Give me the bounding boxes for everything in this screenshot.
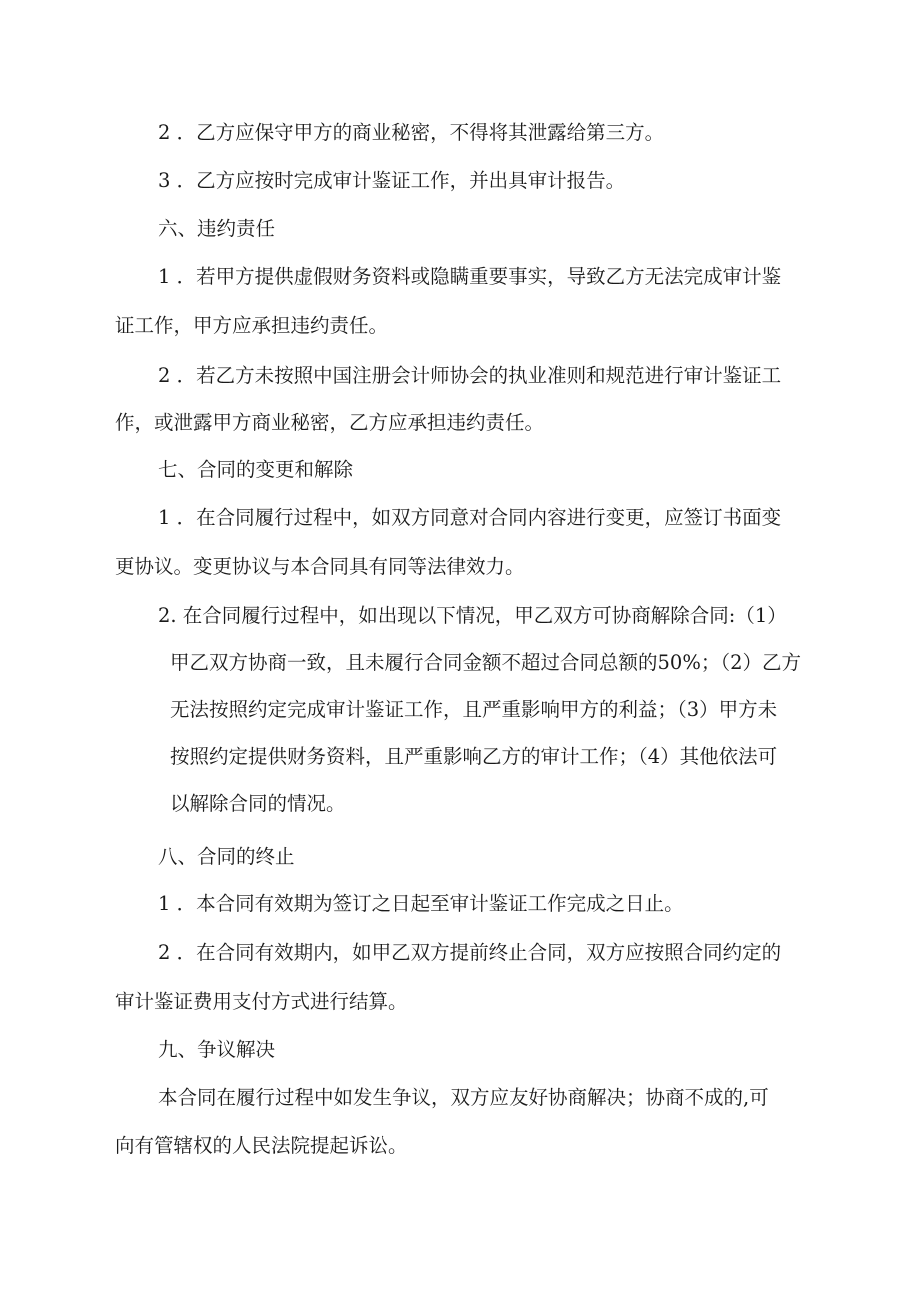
clause-paragraph: 1 ．本合同有效期为签订之日起至审计鉴证工作完成之日止。 — [158, 892, 684, 915]
clause-paragraph-line: 1 ．在合同履行过程中，如双方同意对合同内容进行变更，应签订书面变 — [158, 506, 782, 529]
clause-paragraph-line: 更协议。变更协议与本合同具有同等法律效力。 — [115, 555, 525, 578]
clause-paragraph-line: 无法按照约定完成审计鉴证工作，且严重影响甲方的利益；（3）甲方未 — [170, 698, 778, 721]
clause-paragraph-line: 按照约定提供财务资料，且严重影响乙方的审计工作；（4）其他依法可 — [170, 745, 778, 768]
clause-paragraph-line: 审计鉴证费用支付方式进行结算。 — [115, 990, 408, 1013]
clause-paragraph: 3 ．乙方应按时完成审计鉴证工作，并出具审计报告。 — [158, 169, 626, 192]
section-heading: 七、合同的变更和解除 — [158, 458, 354, 481]
clause-paragraph-line: 2 ．若乙方未按照中国注册会计师协会的执业准则和规范进行审计鉴证工 — [158, 364, 782, 387]
section-heading: 九、争议解决 — [158, 1038, 276, 1061]
section-heading: 六、违约责任 — [158, 217, 276, 240]
clause-paragraph-line: 作，或泄露甲方商业秘密，乙方应承担违约责任。 — [115, 411, 545, 434]
clause-sublist — [170, 650, 801, 838]
clause-paragraph-line: 1 ．若甲方提供虚假财务资料或隐瞒重要事实，导致乙方无法完成审计鉴 — [158, 265, 782, 288]
clause-paragraph-line: 向有管辖权的人民法院提起诉讼。 — [115, 1134, 408, 1157]
clause-paragraph: 2 ．乙方应保守甲方的商业秘密，不得将其泄露给第三方。 — [158, 121, 665, 144]
clause-paragraph-line: 证工作，甲方应承担违约责任。 — [115, 314, 389, 337]
section-heading: 八、合同的终止 — [158, 845, 295, 868]
clause-paragraph-line: 2. 在合同履行过程中，如出现以下情况，甲乙双方可协商解除合同:（1） — [158, 604, 787, 627]
clause-paragraph-line: 本合同在履行过程中如发生争议，双方应友好协商解决；协商不成的,可 — [158, 1086, 769, 1109]
clause-paragraph-line: 以解除合同的情况。 — [170, 792, 346, 815]
clause-paragraph-line: 甲乙双方协商一致，且未履行合同金额不超过合同总额的50%；（2）乙方 — [170, 651, 801, 674]
clause-paragraph-line: 2 ．在合同有效期内，如甲乙双方提前终止合同，双方应按照合同约定的 — [158, 941, 782, 964]
